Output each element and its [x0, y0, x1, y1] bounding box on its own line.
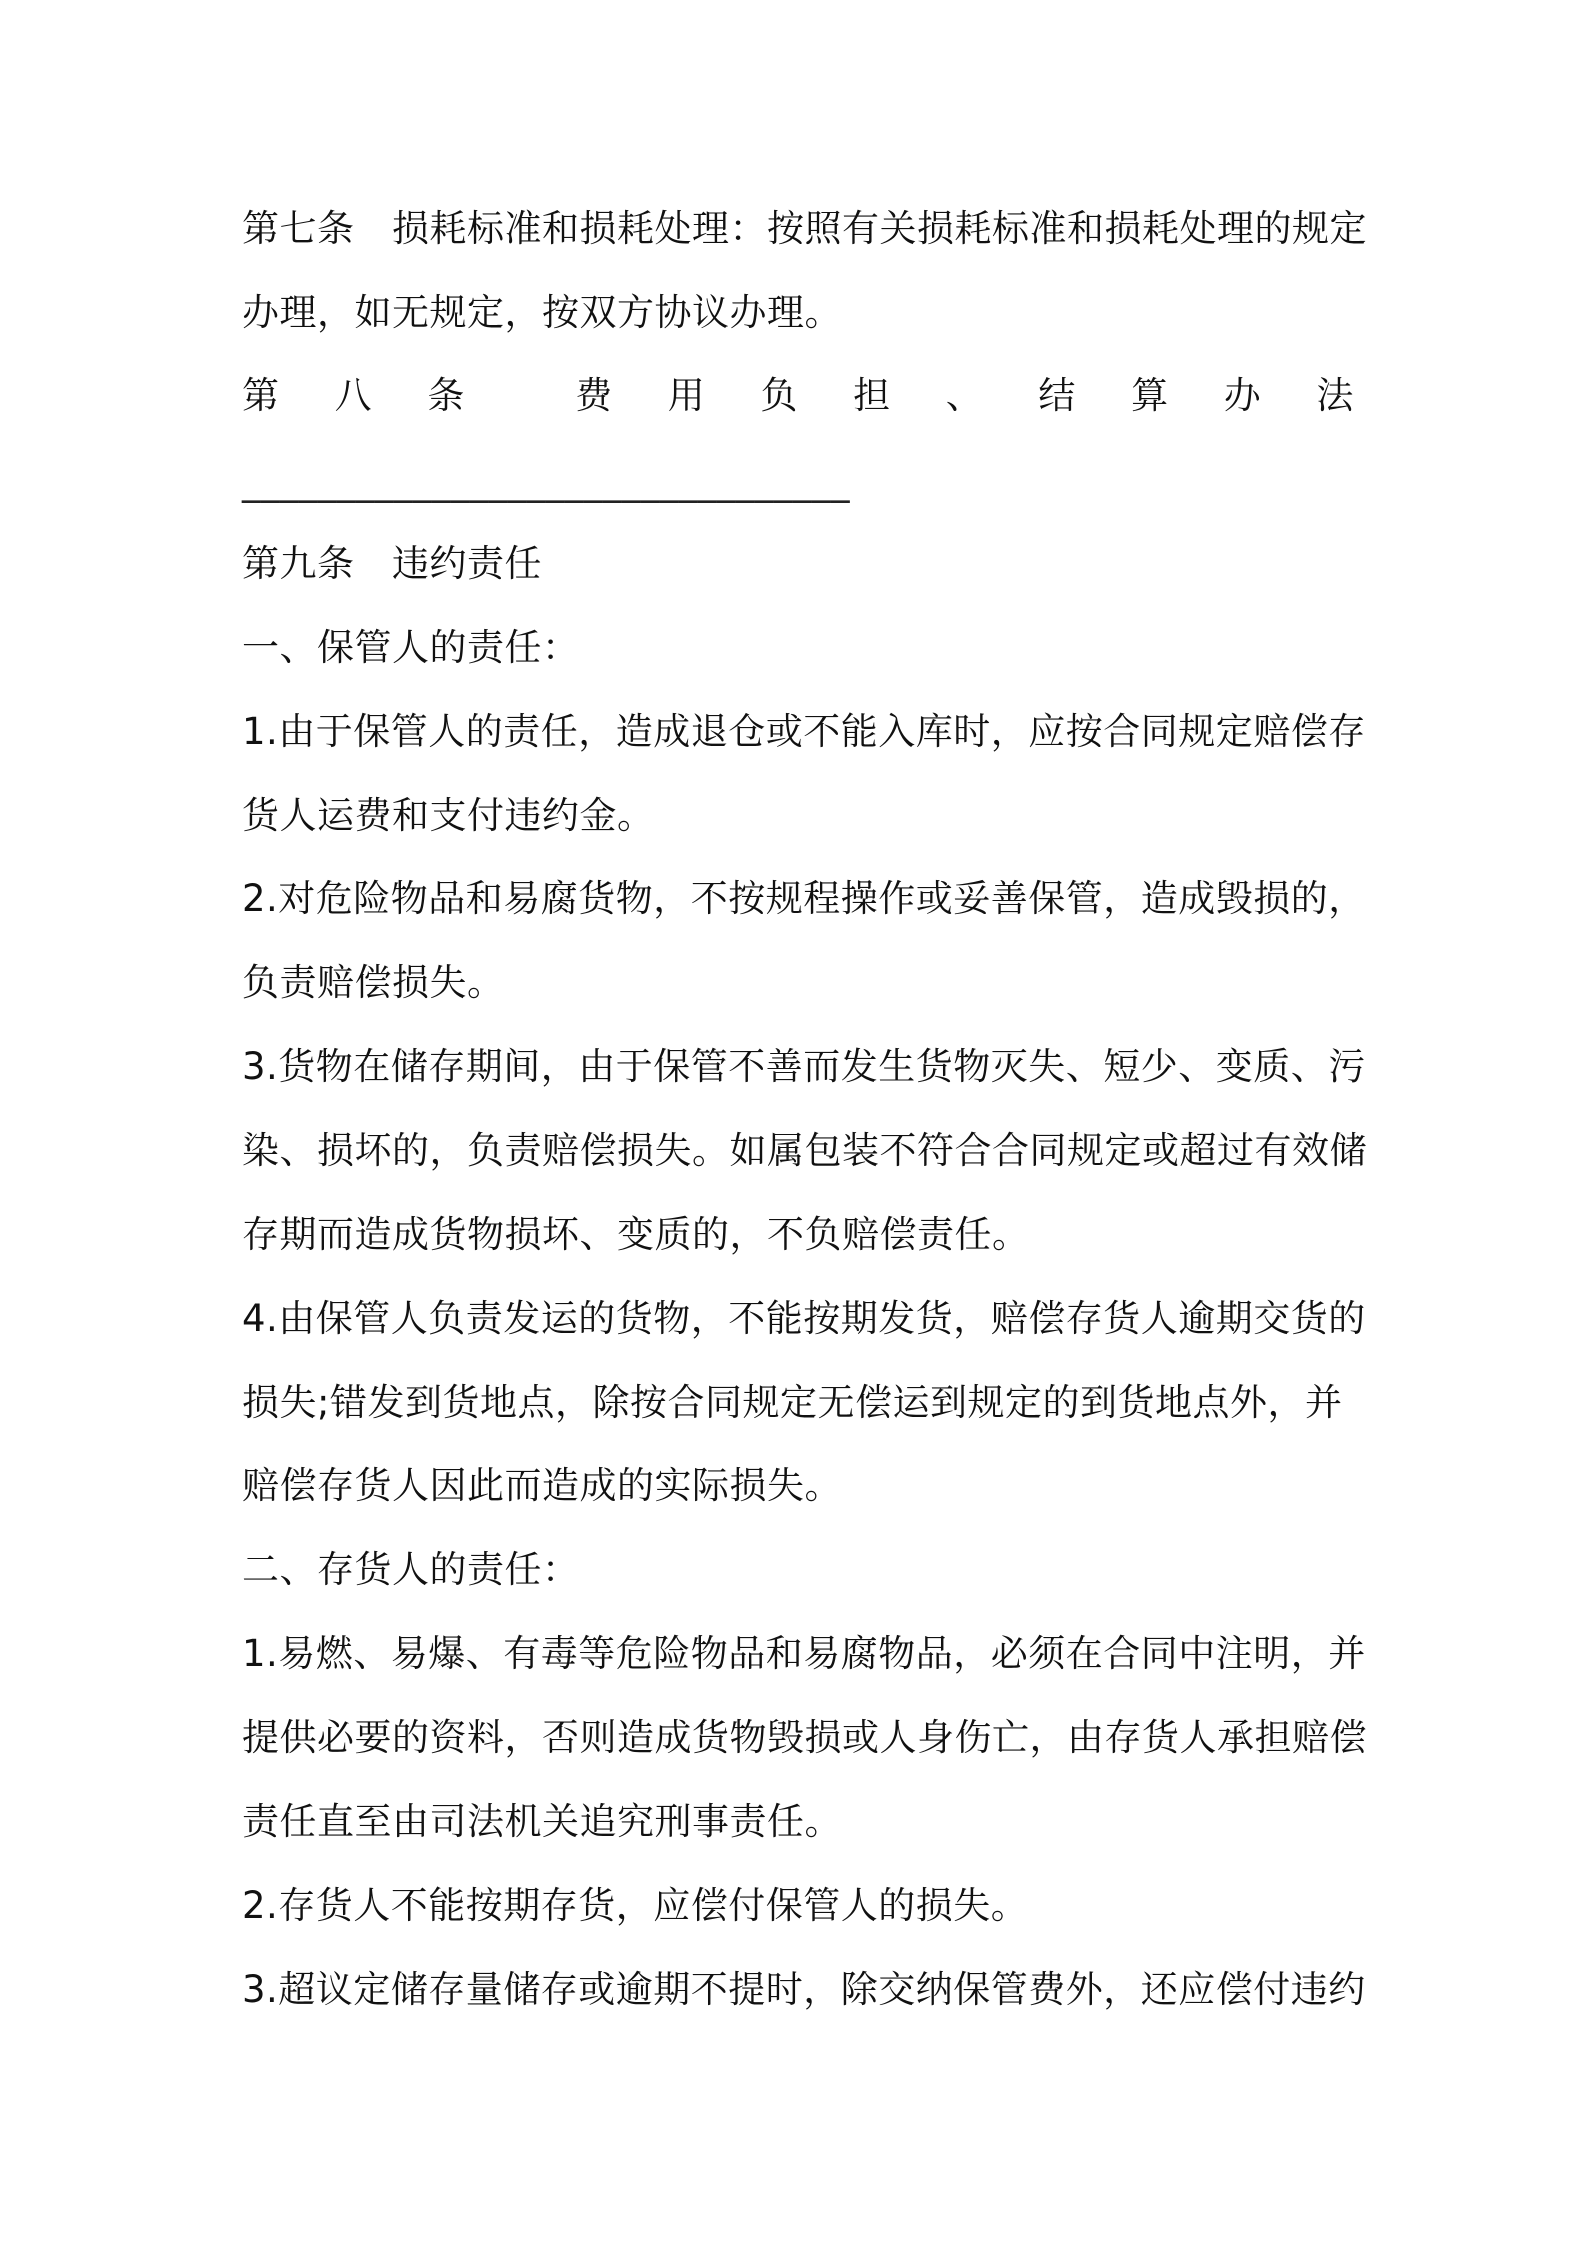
- article-8-char: 法: [1316, 374, 1354, 417]
- section-1-item-1-line-1: 1.由于保管人的责任，造成退仓或不能入库时，应按合同规定赔偿存: [242, 710, 1366, 753]
- section-2-item-2-line-1: 2.存货人不能按期存货，应偿付保管人的损失。: [242, 1884, 1029, 1927]
- article-8-char: 负: [760, 374, 798, 417]
- section-1-item-2-line-2: 负责赔偿损失。: [242, 961, 505, 1004]
- article-7-line-1: 第七条 损耗标准和损耗处理：按照有关损耗标准和损耗处理的规定: [242, 207, 1367, 250]
- article-8-char: 担: [853, 374, 891, 417]
- section-1-item-4-line-3: 赔偿存货人因此而造成的实际损失。: [242, 1464, 842, 1507]
- section-1-item-3-line-3: 存期而造成货物损坏、变质的，不负赔偿责任。: [242, 1213, 1030, 1256]
- article-8-char: 结: [1038, 374, 1076, 417]
- article-8-char: 第: [242, 374, 280, 417]
- section-1-item-1-line-2: 货人运费和支付违约金。: [242, 794, 655, 837]
- section-2-item-1-line-3: 责任直至由司法机关追究刑事责任。: [242, 1800, 842, 1843]
- article-8-char: 八: [334, 374, 373, 417]
- section-1-heading: 一、保管人的责任：: [242, 626, 580, 669]
- section-1-item-3-line-1: 3.货物在储存期间，由于保管不善而发生货物灭失、短少、变质、污: [242, 1045, 1366, 1088]
- section-2-item-1-line-1: 1.易燃、易爆、有毒等危险物品和易腐物品，必须在合同中注明，并: [242, 1632, 1366, 1675]
- article-8-char: 、: [945, 374, 984, 417]
- section-1-item-4-line-1: 4.由保管人负责发运的货物，不能按期发货，赔偿存货人逾期交货的: [242, 1297, 1366, 1340]
- article-8-char: 用: [667, 374, 706, 417]
- section-2-heading: 二、存货人的责任：: [242, 1548, 580, 1591]
- section-1-item-4-line-2: 损失;错发到货地点，除按合同规定无偿运到规定的到货地点外，并: [242, 1381, 1343, 1424]
- article-8-char: 费: [575, 374, 613, 417]
- article-9-heading: 第九条 违约责任: [242, 542, 542, 585]
- article-7-line-2: 办理，如无规定，按双方协议办理。: [242, 291, 842, 334]
- section-1-item-3-line-2: 染、损坏的，负责赔偿损失。如属包装不符合合同规定或超过有效储: [242, 1129, 1367, 1172]
- article-8-char: 算: [1131, 374, 1169, 417]
- article-8-blank-line: ________________________________: [242, 460, 850, 503]
- section-1-item-2-line-1: 2.对危险物品和易腐货物，不按规程操作或妥善保管，造成毁损的，: [242, 877, 1366, 920]
- article-8-heading: [242, 372, 1354, 420]
- article-8-char: 办: [1223, 374, 1262, 417]
- section-2-item-1-line-2: 提供必要的资料，否则造成货物毁损或人身伤亡，由存货人承担赔偿: [242, 1716, 1367, 1759]
- article-8-char: 条: [427, 374, 465, 417]
- section-2-item-3-line-1: 3.超议定储存量储存或逾期不提时，除交纳保管费外，还应偿付违约: [242, 1968, 1366, 2011]
